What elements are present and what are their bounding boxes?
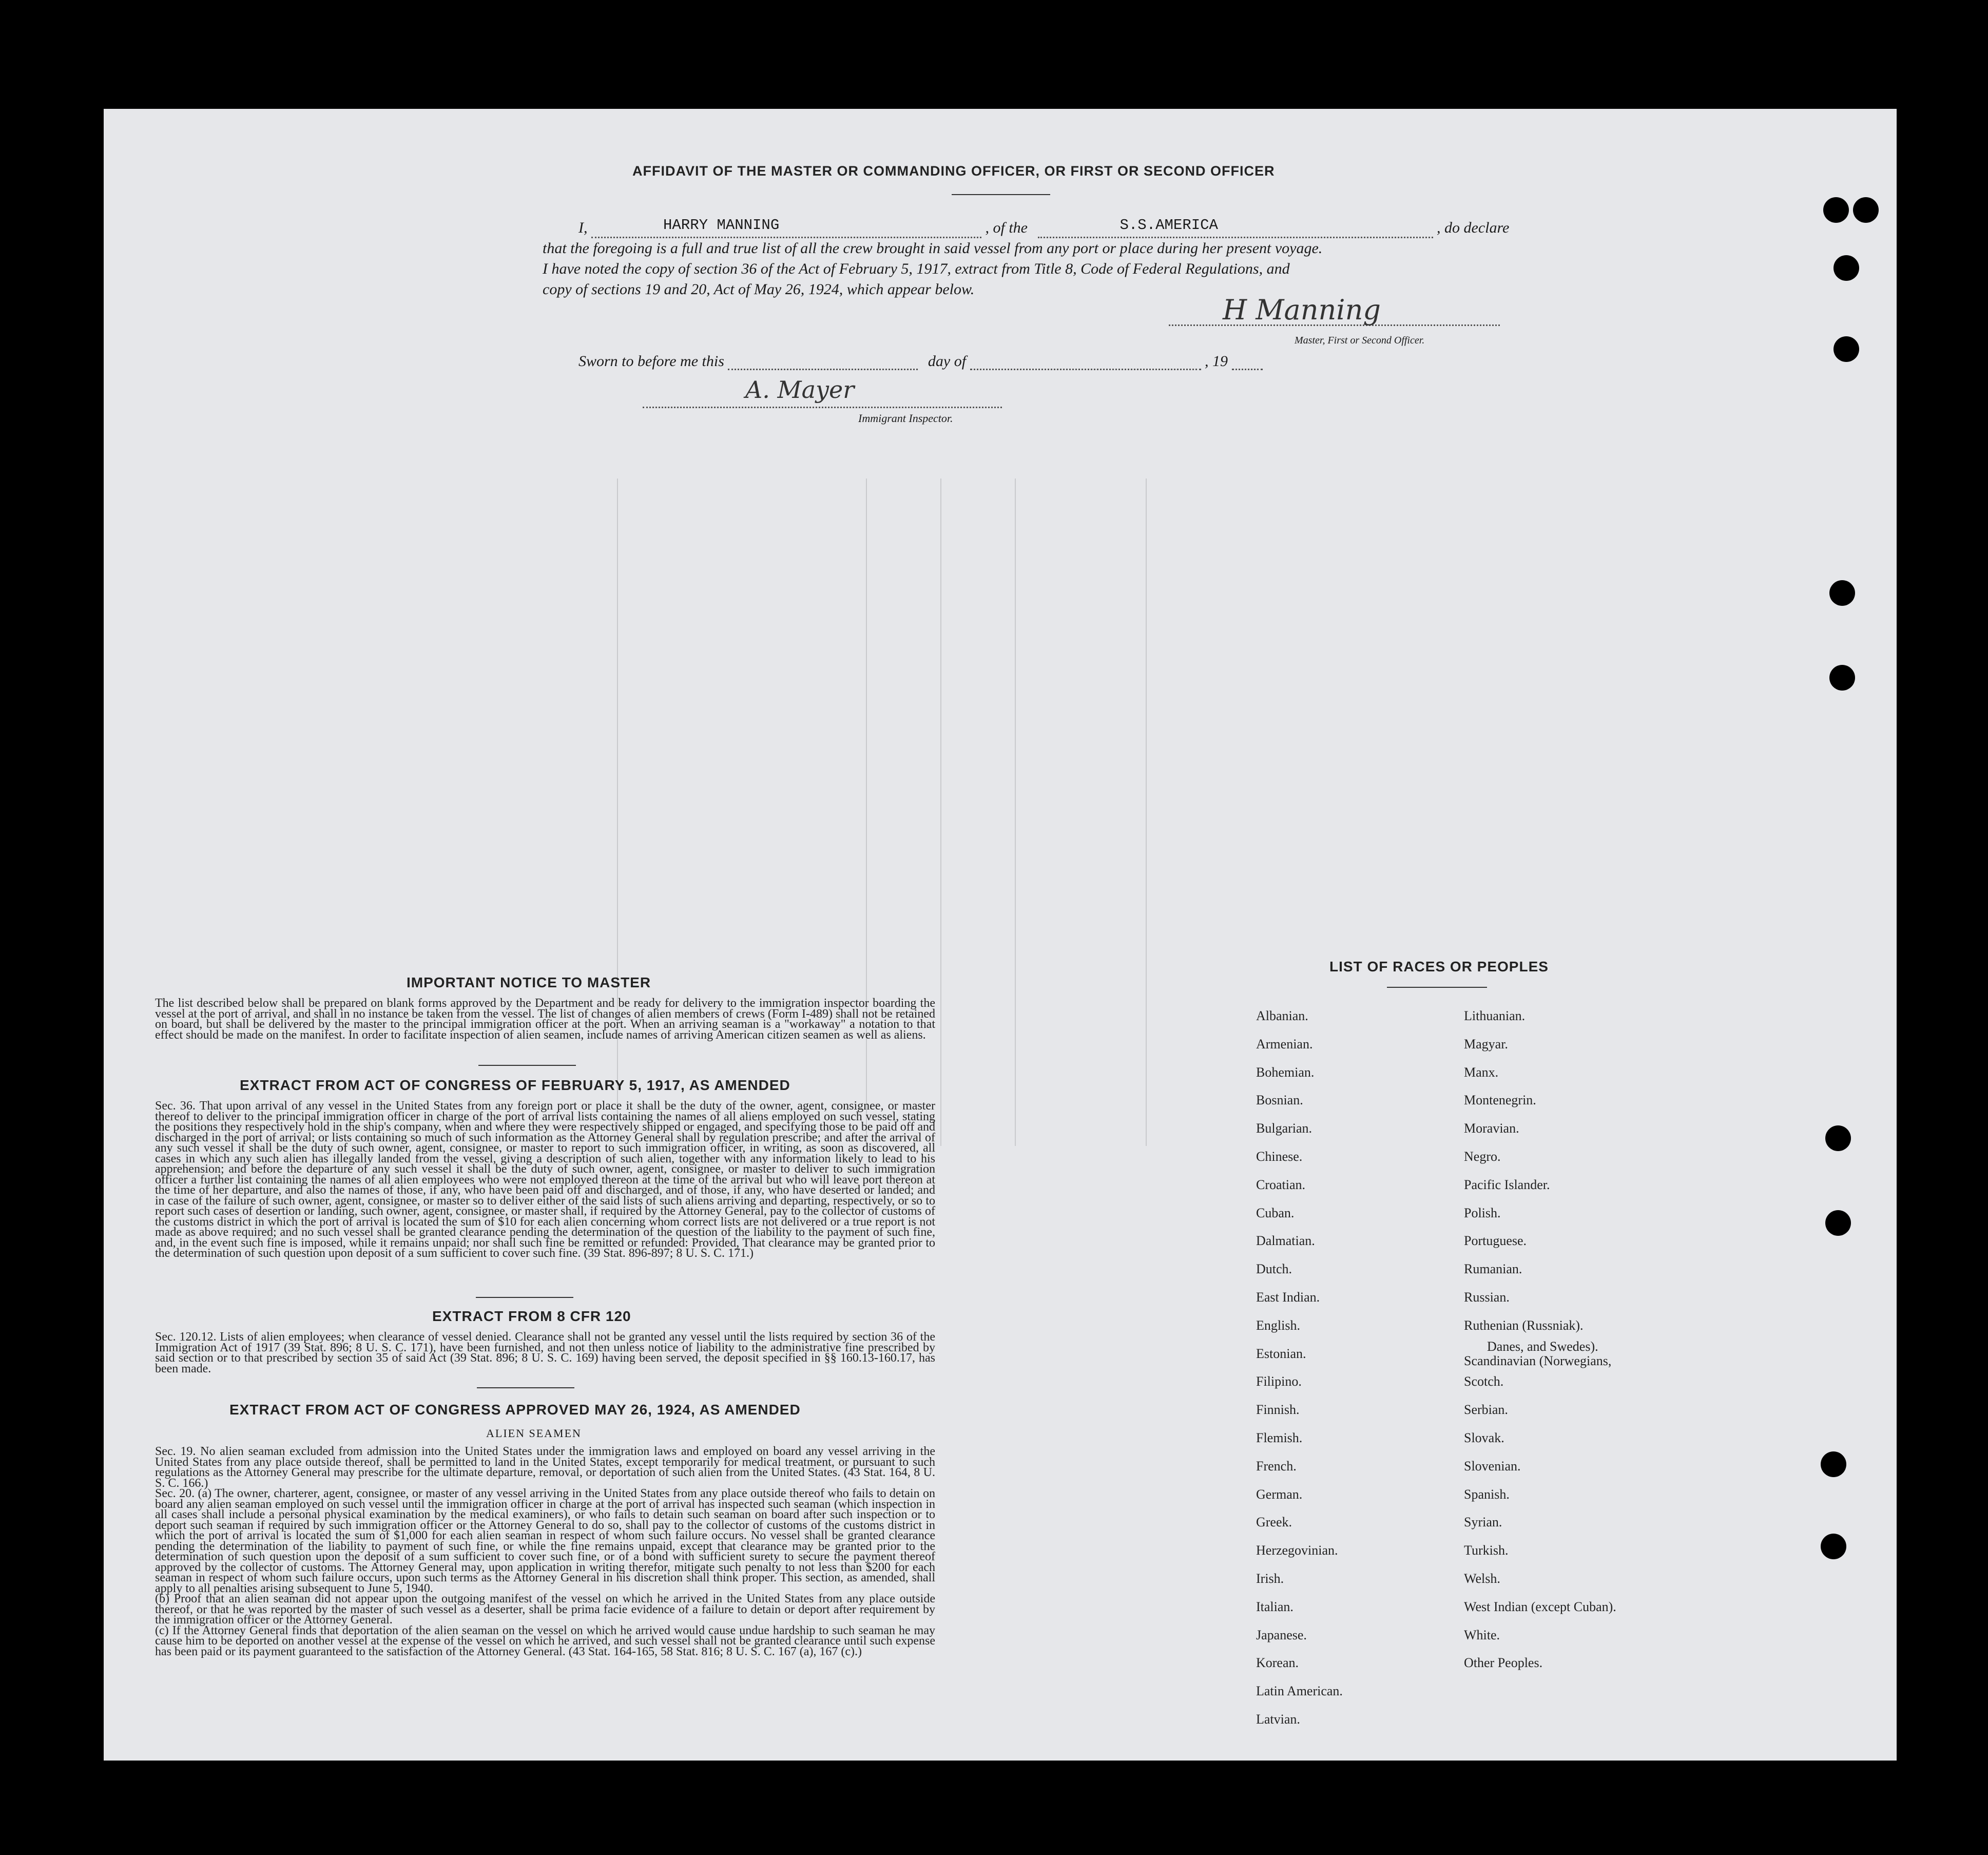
sworn-day-field[interactable] <box>728 354 918 370</box>
binder-hole <box>1823 197 1849 223</box>
race-item: Magyar. <box>1464 1036 1508 1051</box>
divider <box>478 1065 576 1066</box>
race-item: Korean. <box>1256 1655 1299 1671</box>
race-item: Danes, and Swedes). <box>1487 1338 1598 1354</box>
divider <box>477 1387 574 1388</box>
divider <box>476 1297 573 1298</box>
sworn-line <box>543 353 1263 370</box>
binder-hole <box>1833 336 1859 362</box>
document-page <box>104 109 1897 1761</box>
race-item: Polish. <box>1464 1205 1501 1220</box>
extract-1917-text: Sec. 36. That upon arrival of any vessel in the United States from any foreign port or place it shall be the duty of the owner, agent, consignee, or master thereof to deliver to the principal immigration officer in charge of the port of arrival lists containing the names of all aliens employed on such vessel, stating the positions they respectively hold in the ship's company, when and where they were respectively shipped or engaged, and specifying those to be paid off and discharged in the port of arrival; or lists containing so much of such information as the Attorney General shall by regulation prescribe; and after the arrival of any such vessel it shall be the duty of such owner, agent, consignee, or master to report to such immigration officer, in writing, as soon as discovered, all cases in which any such alien has illegally landed from the vessel, giving a description of such alien, together with any information likely to lead to his apprehension; and before the departure of any such vessel it shall be the duty of such owner, agent, consignee, or master to deliver to such immigration officer a further list containing the names of all alien employees who were not employed thereon at the time of the arrival but who will leave port thereon at the time of her departure, and also the names of those, if any, who have been paid off and discharged, and of those, if any, who have deserted or landed; and in case of the failure of such owner, agent, consignee, or master so to deliver either of the said lists of such aliens arriving and departing, respectively, or so to report such cases of desertion or landing, such owner, agent, consignee, or master shall, if required by the Attorney General, pay to the collector of customs of the customs district in which the port of arrival is located the sum of $10 for each alien concerning whom correct lists are not delivered or a true report is not made as above required; and no such vessel shall be granted clearance pending the determination of the question of the liability to the payment of such fine, and, in the event such fine is imposed, while it remains unpaid; nor shall such fine be remitted or refunded: Provided, That clearance may be granted prior to the determination of such question upon deposit of a sum sufficient to cover such fine. (39 Stat. 896-897; 8 U. S. C. 171.) <box>155 1099 935 1260</box>
extract-cfr-text: Sec. 120.12. Lists of alien employees; when clearance of vessel denied. Clearance shall not be granted any vessel until the lists required by section 36 of the Immigration Act of 1917 (39 Stat. 896; 8 U. S. C. 171), have been furnished, and not then unless notice of liability to the administrative fine prescribed by said section or to that prescribed by section 35 of said Act (39 Stat. 896; 8 U. S. C. 169) having been served, the deposit specified in §§ 160.13-160.17, has been made. <box>155 1330 935 1375</box>
sworn-day-of: day of <box>928 353 967 370</box>
binder-hole <box>1821 1534 1846 1559</box>
race-item: White. <box>1464 1627 1500 1642</box>
race-item: Filipino. <box>1256 1374 1302 1389</box>
race-item: Flemish. <box>1256 1430 1303 1445</box>
extract-1924-sec20c: (c) If the Attorney General finds that deportation of the alien seaman on the vessel on which he arrived would cause undue hardship to such seaman he may cause him to be deported on another vessel at the expense of the vessel on which he arrived, and such vessel shall not be granted clearance until such expense has been paid or its payment guaranteed to the satisfaction of the Attorney General. (43 Stat. 164-165, 58 Stat. 816; 8 U. S. C. 167 (a), 167 (c).) <box>155 1623 935 1658</box>
affidavit-line-2: that the foregoing is a full and true list of all the crew brought in said vessel from any port or place during her present voyage. <box>543 240 1323 257</box>
faint-column-line <box>1146 479 1147 1146</box>
affidavit-of-the: , of the <box>985 219 1028 236</box>
faint-column-line <box>1015 479 1016 1146</box>
extract-1924-heading: EXTRACT FROM ACT OF CONGRESS APPROVED MAY 26, 1924, AS AMENDED <box>229 1402 801 1418</box>
inspector-signature-line[interactable] <box>643 406 1002 408</box>
binder-hole <box>1829 580 1855 606</box>
race-item: Russian. <box>1464 1290 1510 1305</box>
race-item: Latvian. <box>1256 1712 1300 1727</box>
race-item: Manx. <box>1464 1064 1499 1080</box>
race-item: English. <box>1256 1317 1300 1333</box>
race-item: Pacific Islander. <box>1464 1177 1550 1192</box>
race-item: Irish. <box>1256 1571 1284 1586</box>
affidavit-declaration <box>543 218 1559 300</box>
master-name-field[interactable] <box>591 217 981 238</box>
race-item: Slovak. <box>1464 1430 1504 1445</box>
affidavit-line-4: copy of sections 19 and 20, Act of May 26, 1924, which appear below. <box>543 281 975 298</box>
race-item: Scotch. <box>1464 1374 1504 1389</box>
sworn-year-field[interactable] <box>1232 354 1263 370</box>
race-item: Croatian. <box>1256 1177 1306 1192</box>
race-item: Cuban. <box>1256 1205 1295 1220</box>
binder-hole <box>1853 197 1879 223</box>
race-item: Syrian. <box>1464 1515 1502 1530</box>
extract-1924-sec19: Sec. 19. No alien seaman excluded from admission into the United States under the immigration laws and employed on board any vessel arriving in the United States from any place outside thereof, shall be permitted to land in the United States, except temporarily for medical treatment, or pursuant to such regulations as the Attorney General may prescribe for the ultimate departure, removal, or deportation of such alien from the United States. (43 Stat. 164, 8 U. S. C. 166.) <box>155 1445 935 1490</box>
divider <box>1387 987 1487 988</box>
sworn-month-field[interactable] <box>970 354 1201 370</box>
race-item: Bulgarian. <box>1256 1121 1313 1136</box>
binder-hole <box>1825 1210 1851 1236</box>
extract-cfr-heading: EXTRACT FROM 8 CFR 120 <box>432 1308 631 1324</box>
races-heading: LIST OF RACES OR PEOPLES <box>1329 959 1549 974</box>
extract-1924-sec20b: (b) Proof that an alien seaman did not appear upon the outgoing manifest of the vessel on which he arrived in the United States from any place outside thereof, or that he was reported by the master of such vessel as a deserter, shall be prima facie evidence of a failure to detain or deport after requirement by the immigration officer or the Attorney General. <box>155 1592 935 1627</box>
race-item: Bosnian. <box>1256 1093 1303 1108</box>
race-item: Serbian. <box>1464 1402 1508 1418</box>
master-caption: Master, First or Second Officer. <box>1295 335 1425 346</box>
race-item: Greek. <box>1256 1515 1292 1530</box>
race-item: Scandinavian (Norwegians, <box>1464 1353 1612 1368</box>
notice-text: The list described below shall be prepared on blank forms approved by the Department and be ready for delivery to the immigration inspector boarding the vessel at the port of arrival, and shall in no instance be taken from the vessel. The list of changes of alien members of crews (Form I-489) shall not be retained on board, but shall be delivered by the master to the principal immigration officer at the port. When an arriving seaman is a "workaway" a notation to that effect should be made on the manifest. In order to facilitate inspection of alien seamen, include names of arriving American citizen seamen as well as aliens. <box>155 997 935 1042</box>
race-item: Albanian. <box>1256 1008 1308 1023</box>
extract-1924-body <box>155 1446 935 1657</box>
master-signature: H Manning <box>1223 294 1381 326</box>
race-item: Ruthenian (Russniak). <box>1464 1317 1584 1333</box>
race-item: French. <box>1256 1458 1297 1474</box>
race-item: Dalmatian. <box>1256 1233 1315 1249</box>
race-item: Spanish. <box>1464 1486 1510 1502</box>
race-item: Estonian. <box>1256 1346 1306 1361</box>
race-item: West Indian (except Cuban). <box>1464 1599 1616 1614</box>
affidavit-declare: , do declare <box>1437 219 1510 236</box>
binder-hole <box>1821 1451 1846 1477</box>
race-item: East Indian. <box>1256 1290 1320 1305</box>
race-item: Finnish. <box>1256 1402 1300 1418</box>
faint-column-line <box>940 479 941 1146</box>
race-item: Slovenian. <box>1464 1458 1521 1474</box>
faint-column-line <box>866 479 867 1146</box>
race-item: Rumanian. <box>1464 1261 1522 1277</box>
race-item: Bohemian. <box>1256 1064 1315 1080</box>
race-item: Herzegovinian. <box>1256 1543 1338 1558</box>
binder-hole <box>1829 665 1855 691</box>
sworn-year-prefix: , 19 <box>1205 353 1228 370</box>
vessel-name-value: S.S.AMERICA <box>1120 217 1218 234</box>
race-item: Chinese. <box>1256 1149 1303 1164</box>
inspector-signature: A. Mayer <box>745 376 855 404</box>
race-item: Latin American. <box>1256 1684 1343 1699</box>
race-item: Moravian. <box>1464 1121 1519 1136</box>
race-item: Japanese. <box>1256 1627 1307 1642</box>
binder-hole <box>1833 255 1859 281</box>
divider <box>952 194 1050 195</box>
vessel-name-field[interactable] <box>1038 217 1433 238</box>
extract-1924-sec20a: Sec. 20. (a) The owner, charterer, agent, consignee, or master of any vessel arriving in the United States from any place outside thereof who fails to detain on board any alien seaman employed on such vessel until the immigration officer in charge at the port of arrival has inspected such seaman (which inspection in all cases shall include a personal physical examination by the medical examiners), or who fails to detain such seaman on board after such inspection or to deport such seaman if required by such immigration officer or the Attorney General to do so, shall pay to the collector of customs of the customs district in which the port of arrival is located the sum of $1,000 for each alien seaman in respect of whom such failure occurs. No vessel shall be granted clearance pending the determination of the liability to payment of such fine, or while the fine remains unpaid, except that clearance may be granted prior to the determination of such question upon the deposit of a sum sufficient to cover such fine, or of a bond with sufficient surety to secure the payment thereof approved by the collector of customs. The Attorney General may, upon application in writing therefor, mitigate such penalty to not less than $200 for each seaman in respect of whom such failure occurs, upon such terms as the Attorney General in his discretion shall think proper. This section, as amended, shall apply to all penalties arising subsequent to June 5, 1940. <box>155 1487 935 1595</box>
extract-1917-heading: EXTRACT FROM ACT OF CONGRESS OF FEBRUARY 5, 1917, AS AMENDED <box>240 1077 790 1093</box>
race-item: Negro. <box>1464 1149 1501 1164</box>
inspector-caption: Immigrant Inspector. <box>858 412 953 425</box>
race-item: Montenegrin. <box>1464 1093 1536 1108</box>
race-item: Armenian. <box>1256 1036 1313 1051</box>
notice-heading: IMPORTANT NOTICE TO MASTER <box>407 974 651 990</box>
master-name-value: HARRY MANNING <box>663 217 780 234</box>
race-item: Turkish. <box>1464 1543 1509 1558</box>
extract-1924-subheading: ALIEN SEAMEN <box>486 1427 582 1440</box>
race-item: Portuguese. <box>1464 1233 1527 1249</box>
binder-hole <box>1825 1125 1851 1151</box>
affidavit-line-3: I have noted the copy of section 36 of the Act of February 5, 1917, extract from Title 8, Code of Federal Regulations, and <box>543 260 1290 277</box>
race-item: Welsh. <box>1464 1571 1500 1586</box>
race-item: German. <box>1256 1486 1303 1502</box>
sworn-text: Sworn to before me this <box>578 353 724 370</box>
race-item: Other Peoples. <box>1464 1655 1543 1671</box>
race-item: Italian. <box>1256 1599 1294 1614</box>
race-item: Dutch. <box>1256 1261 1292 1277</box>
affidavit-i: I, <box>578 219 588 236</box>
affidavit-heading: AFFIDAVIT OF THE MASTER OR COMMANDING OFFICER, OR FIRST OR SECOND OFFICER <box>632 163 1275 179</box>
faint-column-line <box>617 479 618 1146</box>
race-item: Lithuanian. <box>1464 1008 1526 1023</box>
